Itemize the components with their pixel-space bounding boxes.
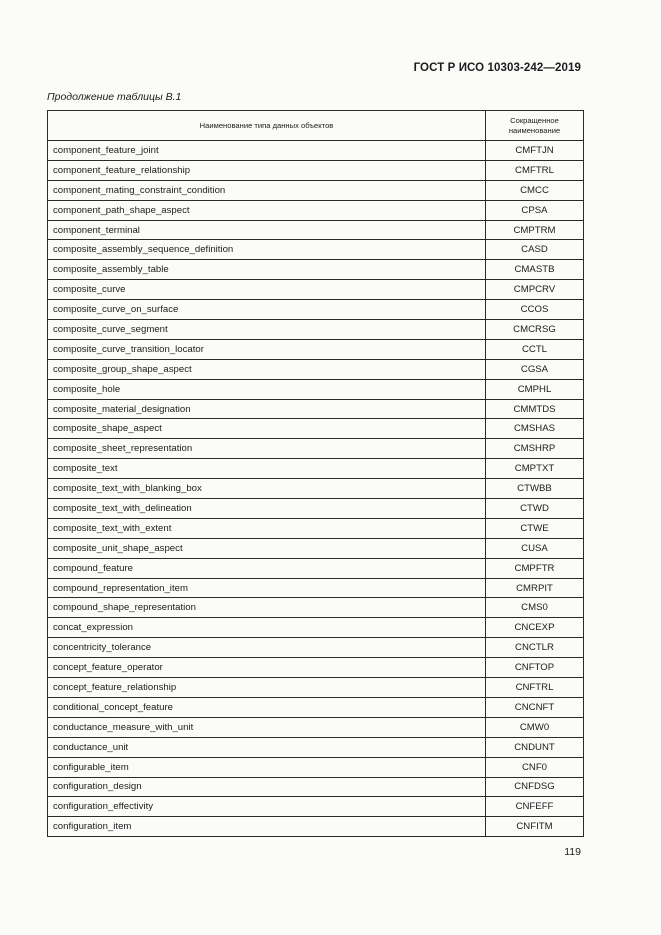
table-row xyxy=(48,260,584,280)
table-row xyxy=(48,678,584,698)
short-name-cell: CMMTDS xyxy=(486,399,584,419)
table-row xyxy=(48,499,584,519)
entity-name-cell: compound_representation_item xyxy=(48,578,486,598)
short-name-cell: CNF0 xyxy=(486,757,584,777)
short-name-cell: CMASTB xyxy=(486,260,584,280)
short-name-cell: CMFTRL xyxy=(486,160,584,180)
table-row xyxy=(48,439,584,459)
entity-name-cell: composite_group_shape_aspect xyxy=(48,359,486,379)
short-name-cell: CNFITM xyxy=(486,817,584,837)
short-name-cell: CNDUNT xyxy=(486,737,584,757)
table-row xyxy=(48,757,584,777)
entity-name-cell: composite_unit_shape_aspect xyxy=(48,538,486,558)
short-name-cell: CMW0 xyxy=(486,717,584,737)
table-row xyxy=(48,797,584,817)
entity-name-cell: composite_assembly_sequence_definition xyxy=(48,240,486,260)
table-header xyxy=(48,111,584,141)
short-name-cell: CMPTXT xyxy=(486,459,584,479)
entity-name-cell: conditional_concept_feature xyxy=(48,697,486,717)
short-name-cell: CMPCRV xyxy=(486,280,584,300)
table-row xyxy=(48,300,584,320)
short-name-cell: CCTL xyxy=(486,339,584,359)
table-row xyxy=(48,180,584,200)
entity-name-cell: composite_material_designation xyxy=(48,399,486,419)
entity-name-cell: compound_feature xyxy=(48,558,486,578)
table-row xyxy=(48,280,584,300)
entity-name-cell: configurable_item xyxy=(48,757,486,777)
table-row xyxy=(48,200,584,220)
short-name-cell: CMPTRM xyxy=(486,220,584,240)
short-name-cell: CNFDSG xyxy=(486,777,584,797)
entity-name-cell: composite_text_with_delineation xyxy=(48,499,486,519)
entity-name-cell: composite_curve_transition_locator xyxy=(48,339,486,359)
entity-name-cell: concat_expression xyxy=(48,618,486,638)
table-row xyxy=(48,419,584,439)
entity-name-cell: component_feature_joint xyxy=(48,141,486,161)
entity-name-cell: composite_text_with_blanking_box xyxy=(48,479,486,499)
short-name-cell: CTWE xyxy=(486,518,584,538)
entity-name-cell: concentricity_tolerance xyxy=(48,638,486,658)
table-row xyxy=(48,697,584,717)
short-name-cell: CASD xyxy=(486,240,584,260)
entity-name-cell: concept_feature_operator xyxy=(48,658,486,678)
short-name-cell: CCOS xyxy=(486,300,584,320)
table-row xyxy=(48,240,584,260)
table-body xyxy=(48,141,584,837)
entity-name-cell: composite_curve_segment xyxy=(48,320,486,340)
entity-name-cell: component_feature_relationship xyxy=(48,160,486,180)
short-name-cell: CMRPIT xyxy=(486,578,584,598)
table-row xyxy=(48,598,584,618)
table-row xyxy=(48,518,584,538)
entity-name-cell: component_mating_constraint_condition xyxy=(48,180,486,200)
short-name-cell: CMPHL xyxy=(486,379,584,399)
short-name-cell: CMPFTR xyxy=(486,558,584,578)
entity-name-cell: concept_feature_relationship xyxy=(48,678,486,698)
short-name-cell: CNCEXP xyxy=(486,618,584,638)
short-name-cell: CNFTRL xyxy=(486,678,584,698)
table-row xyxy=(48,160,584,180)
entity-name-cell: composite_shape_aspect xyxy=(48,419,486,439)
entity-name-cell: composite_curve_on_surface xyxy=(48,300,486,320)
entity-name-cell: configuration_design xyxy=(48,777,486,797)
table-row xyxy=(48,618,584,638)
entity-name-cell: composite_curve xyxy=(48,280,486,300)
short-name-cell: CGSA xyxy=(486,359,584,379)
entity-name-cell: composite_assembly_table xyxy=(48,260,486,280)
table-row xyxy=(48,558,584,578)
table-row xyxy=(48,359,584,379)
entity-name-cell: conductance_unit xyxy=(48,737,486,757)
table-row xyxy=(48,717,584,737)
table-row xyxy=(48,638,584,658)
table-row xyxy=(48,220,584,240)
column-header-short-name-line2: наименование xyxy=(508,125,561,135)
short-name-cell: CNCTLR xyxy=(486,638,584,658)
entity-name-cell: conductance_measure_with_unit xyxy=(48,717,486,737)
table-row xyxy=(48,538,584,558)
entity-name-cell: composite_text xyxy=(48,459,486,479)
table-row xyxy=(48,578,584,598)
short-name-cell: CNFEFF xyxy=(486,797,584,817)
table-row xyxy=(48,399,584,419)
column-header-entity-name: Наименование типа данных объектов xyxy=(48,111,486,141)
column-header-short-name-line1: Сокращенное xyxy=(510,115,559,125)
short-name-cell: CMSHAS xyxy=(486,419,584,439)
entity-abbreviation-table xyxy=(47,110,584,837)
short-name-cell: CMCC xyxy=(486,180,584,200)
entity-name-cell: composite_text_with_extent xyxy=(48,518,486,538)
entity-name-cell: compound_shape_representation xyxy=(48,598,486,618)
entity-name-cell: configuration_effectivity xyxy=(48,797,486,817)
table-row xyxy=(48,777,584,797)
entity-name-cell: composite_sheet_representation xyxy=(48,439,486,459)
short-name-cell: CPSA xyxy=(486,200,584,220)
table-row xyxy=(48,737,584,757)
table-row xyxy=(48,339,584,359)
entity-name-cell: composite_hole xyxy=(48,379,486,399)
short-name-cell: CTWD xyxy=(486,499,584,519)
entity-name-cell: component_terminal xyxy=(48,220,486,240)
document-header-code: ГОСТ Р ИСО 10303-242—2019 xyxy=(413,62,581,74)
table-caption: Продолжение таблицы В.1 xyxy=(47,91,182,103)
short-name-cell: CTWBB xyxy=(486,479,584,499)
table-row xyxy=(48,379,584,399)
short-name-cell: CMS0 xyxy=(486,598,584,618)
table-row xyxy=(48,817,584,837)
short-name-cell: CMFTJN xyxy=(486,141,584,161)
short-name-cell: CNFTOP xyxy=(486,658,584,678)
table-row xyxy=(48,479,584,499)
table-row xyxy=(48,658,584,678)
table-row xyxy=(48,459,584,479)
table-row xyxy=(48,320,584,340)
short-name-cell: CMCRSG xyxy=(486,320,584,340)
column-header-short-name xyxy=(486,111,584,141)
page-number: 119 xyxy=(564,846,581,858)
entity-name-cell: configuration_item xyxy=(48,817,486,837)
short-name-cell: CUSA xyxy=(486,538,584,558)
short-name-cell: CNCNFT xyxy=(486,697,584,717)
table-header-row xyxy=(48,111,584,141)
short-name-cell: CMSHRP xyxy=(486,439,584,459)
entity-name-cell: component_path_shape_aspect xyxy=(48,200,486,220)
table-row xyxy=(48,141,584,161)
